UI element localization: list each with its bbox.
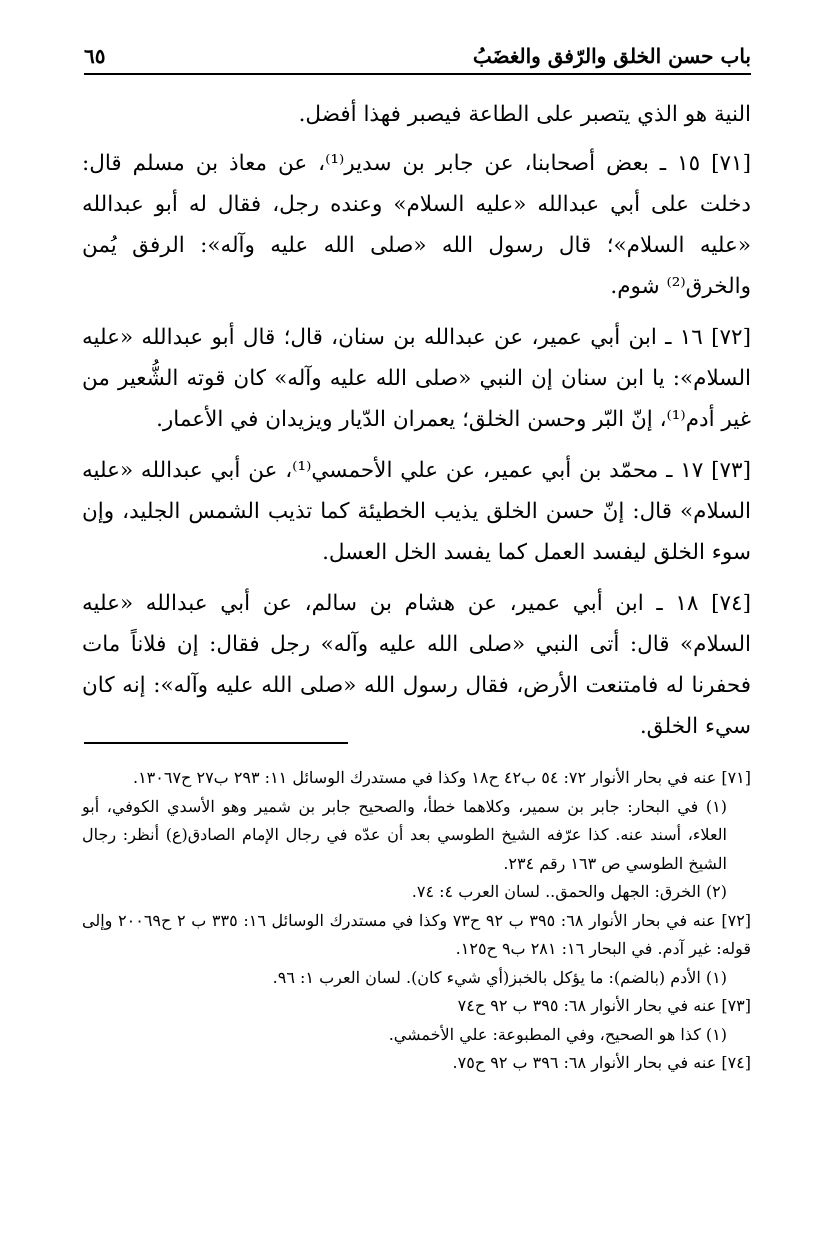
main-text bbox=[82, 94, 751, 757]
footnote-note: (١) كذا هو الصحيح، وفي المطبوعة: علي الأخمشي. bbox=[388, 1024, 727, 1044]
hadith-73: [٧٣] ١٧ ـ محمّد بن أبي عمير، عن علي الأحمسي⁽¹⁾، عن أبي عبدالله «عليه السلام» قال: إنّ حسن الخلق يذيب الخطيئة كما تذيب الشمس الجليد، وإن سوء الخلق ليفسد العمل كما يفسد الخل العسل. bbox=[82, 458, 751, 565]
hadith-71: [٧١] ١٥ ـ بعض أصحابنا، عن جابر بن سدير⁽¹⁾، عن معاذ بن مسلم قال: دخلت على أبي عبدالله «عليه السلام» وعنده رجل، فقال له أبو عبدالله «عليه السلام»؛ قال رسول الله «صلى الله عليه وآله»: الرفق يُمن والخرق⁽²⁾ شوم. bbox=[82, 151, 751, 299]
footnotes-section bbox=[82, 764, 751, 1078]
hadith-74: [٧٤] ١٨ ـ ابن أبي عمير، عن هشام بن سالم، عن أبي عبدالله «عليه السلام» قال: أتى النبي «صلى الله عليه وآله» رجل فقال: إن فلاناً مات فحفرنا له فامتنعت الأرض، فقال رسول الله «صلى الله عليه وآله»: إنه كان سيء الخلق. bbox=[82, 591, 751, 739]
footnote-source-73: [٧٣] عنه في بحار الأنوار ٦٨: ٣٩٥ ب ٩٢ ح٧٤ bbox=[457, 996, 751, 1015]
footnote-source-71: [٧١] عنه في بحار الأنوار ٧٢: ٥٤ ب٤٢ ح١٨ وكذا في مستدرك الوسائل ١١: ٢٩٣ ب٢٧ ح١٣٠٦٧. bbox=[132, 768, 751, 787]
footnote-source-74: [٧٤] عنه في بحار الأنوار ٦٨: ٣٩٦ ب ٩٢ ح٧٥. bbox=[452, 1053, 751, 1072]
hadith-72: [٧٢] ١٦ ـ ابن أبي عمير، عن عبدالله بن سنان، قال؛ قال أبو عبدالله «عليه السلام»: يا ابن سنان إن النبي «صلى الله عليه وآله» كان قوته الشُّعير من غير أدم⁽¹⁾، إنّ البّر وحسن الخلق؛ يعمران الدّيار ويزيدان في الأعمار. bbox=[82, 325, 751, 432]
footnote-source-72: [٧٢] عنه في بحار الأنوار ٦٨: ٣٩٥ ب ٩٢ ح٧٣ وكذا في مستدرك الوسائل ١٦: ٣٣٥ ب ٢ ح٢٠٠٦٩ وإلى قوله: غير آدم. في البحار ١٦: ٢٨١ ب٩ ح١٢٥. bbox=[82, 910, 752, 958]
footnote-note: (١) الأدم (بالضم): ما يؤكل بالخبز(أي شيء كان). لسان العرب ١: ٩٦. bbox=[272, 967, 727, 987]
footnote-note: (٢) الخرق: الجهل والحمق.. لسان العرب ٤: ٧٤. bbox=[411, 882, 727, 901]
footnote-divider bbox=[84, 742, 348, 744]
paragraph-continuation: النية هو الذي يتصبر على الطاعة فيصبر فهذا أفضل. bbox=[298, 102, 751, 127]
running-header bbox=[84, 28, 751, 75]
page-number: ٦٥ bbox=[84, 44, 106, 68]
chapter-title: باب حسن الخلق والرّفق والغضَبُ bbox=[472, 44, 751, 68]
footnote-note: (١) في البحار: جابر بن سمير، وكلاهما خطأ، والصحيح جابر بن شمير وهو الأسدي الكوفي، أبو العلاء، أسند عنه. كذا عرّفه الشيخ الطوسي بعد أن عدّه في رجال الإمام الصادق(ع) أنظر: رجال الشيخ الطوسي ص ١٦٣ رقم ٢٣٤. bbox=[82, 796, 727, 873]
